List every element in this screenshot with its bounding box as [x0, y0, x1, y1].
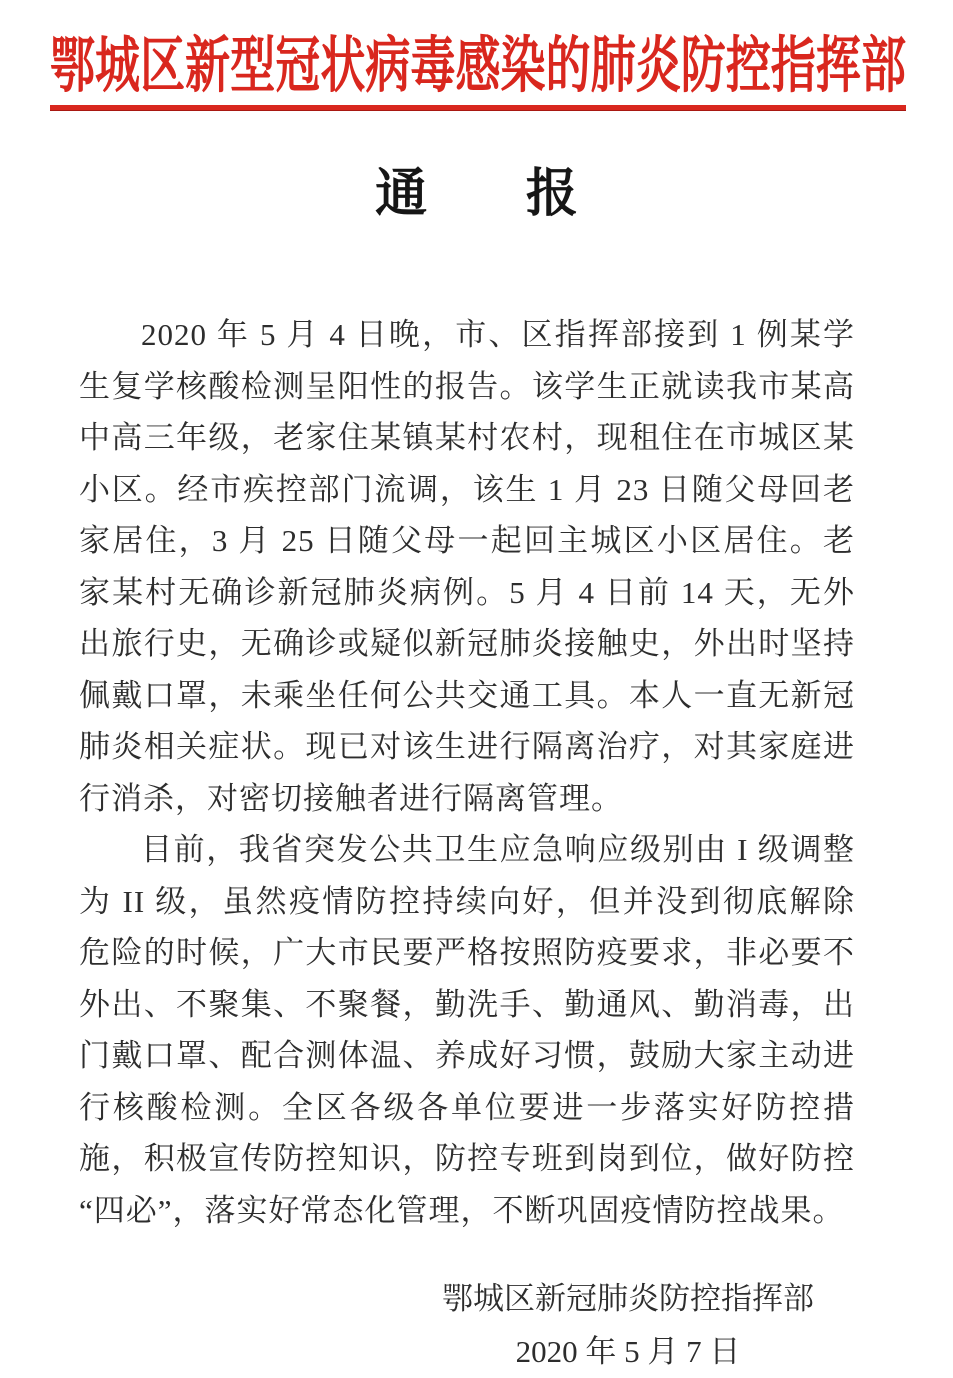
- document-body: [0, 309, 953, 1236]
- letterhead-title: 鄂城区新型冠状病毒感染的肺炎防控指挥部: [50, 31, 906, 100]
- letterhead-underline: [50, 105, 906, 111]
- signature-org: 鄂城区新冠肺炎防控指挥部: [442, 1281, 814, 1316]
- document-page: [0, 31, 953, 1369]
- body-paragraph-1: 2020 年 5 月 4 日晚，市、区指挥部接到 1 例某学生复学核酸检测呈阳性的报告。该学生正就读我市某高中高三年级，老家住某镇某村农村，现租住在市城区某小区。经市疾控部门流调，该生 1 月 23 日随父母回老家居住，3 月 25 日随父母一起回主城区小区居住。老家某村无确诊新冠肺炎病例。5 月 4 日前 14 天，无外出旅行史，无确诊或疑似新冠肺炎接触史，外出时坚持佩戴口罩，未乘坐任何公共交通工具。本人一直无新冠肺炎相关症状。现已对该生进行隔离治疗，对其家庭进行消杀，对密切接触者进行隔离管理。: [79, 317, 855, 816]
- doc-title: 通报: [375, 166, 677, 223]
- signature-block: [413, 1272, 843, 1378]
- signature-date: 2020 年 5 月 7 日: [515, 1334, 741, 1369]
- body-paragraph-2: 目前，我省突发公共卫生应急响应级别由 I 级调整为 II 级，虽然疫情防控持续向好，但并没到彻底解除危险的时候，广大市民要严格按照防疫要求，非必要不外出、不聚集、不聚餐，勤洗手、勤通风、勤消毒，出门戴口罩、配合测体温、养成好习惯，鼓励大家主动进行核酸检测。全区各级各单位要进一步落实好防控措施，积极宣传防控知识，防控专班到岗到位，做好防控“四必”，落实好常态化管理，不断巩固疫情防控战果。: [79, 832, 855, 1228]
